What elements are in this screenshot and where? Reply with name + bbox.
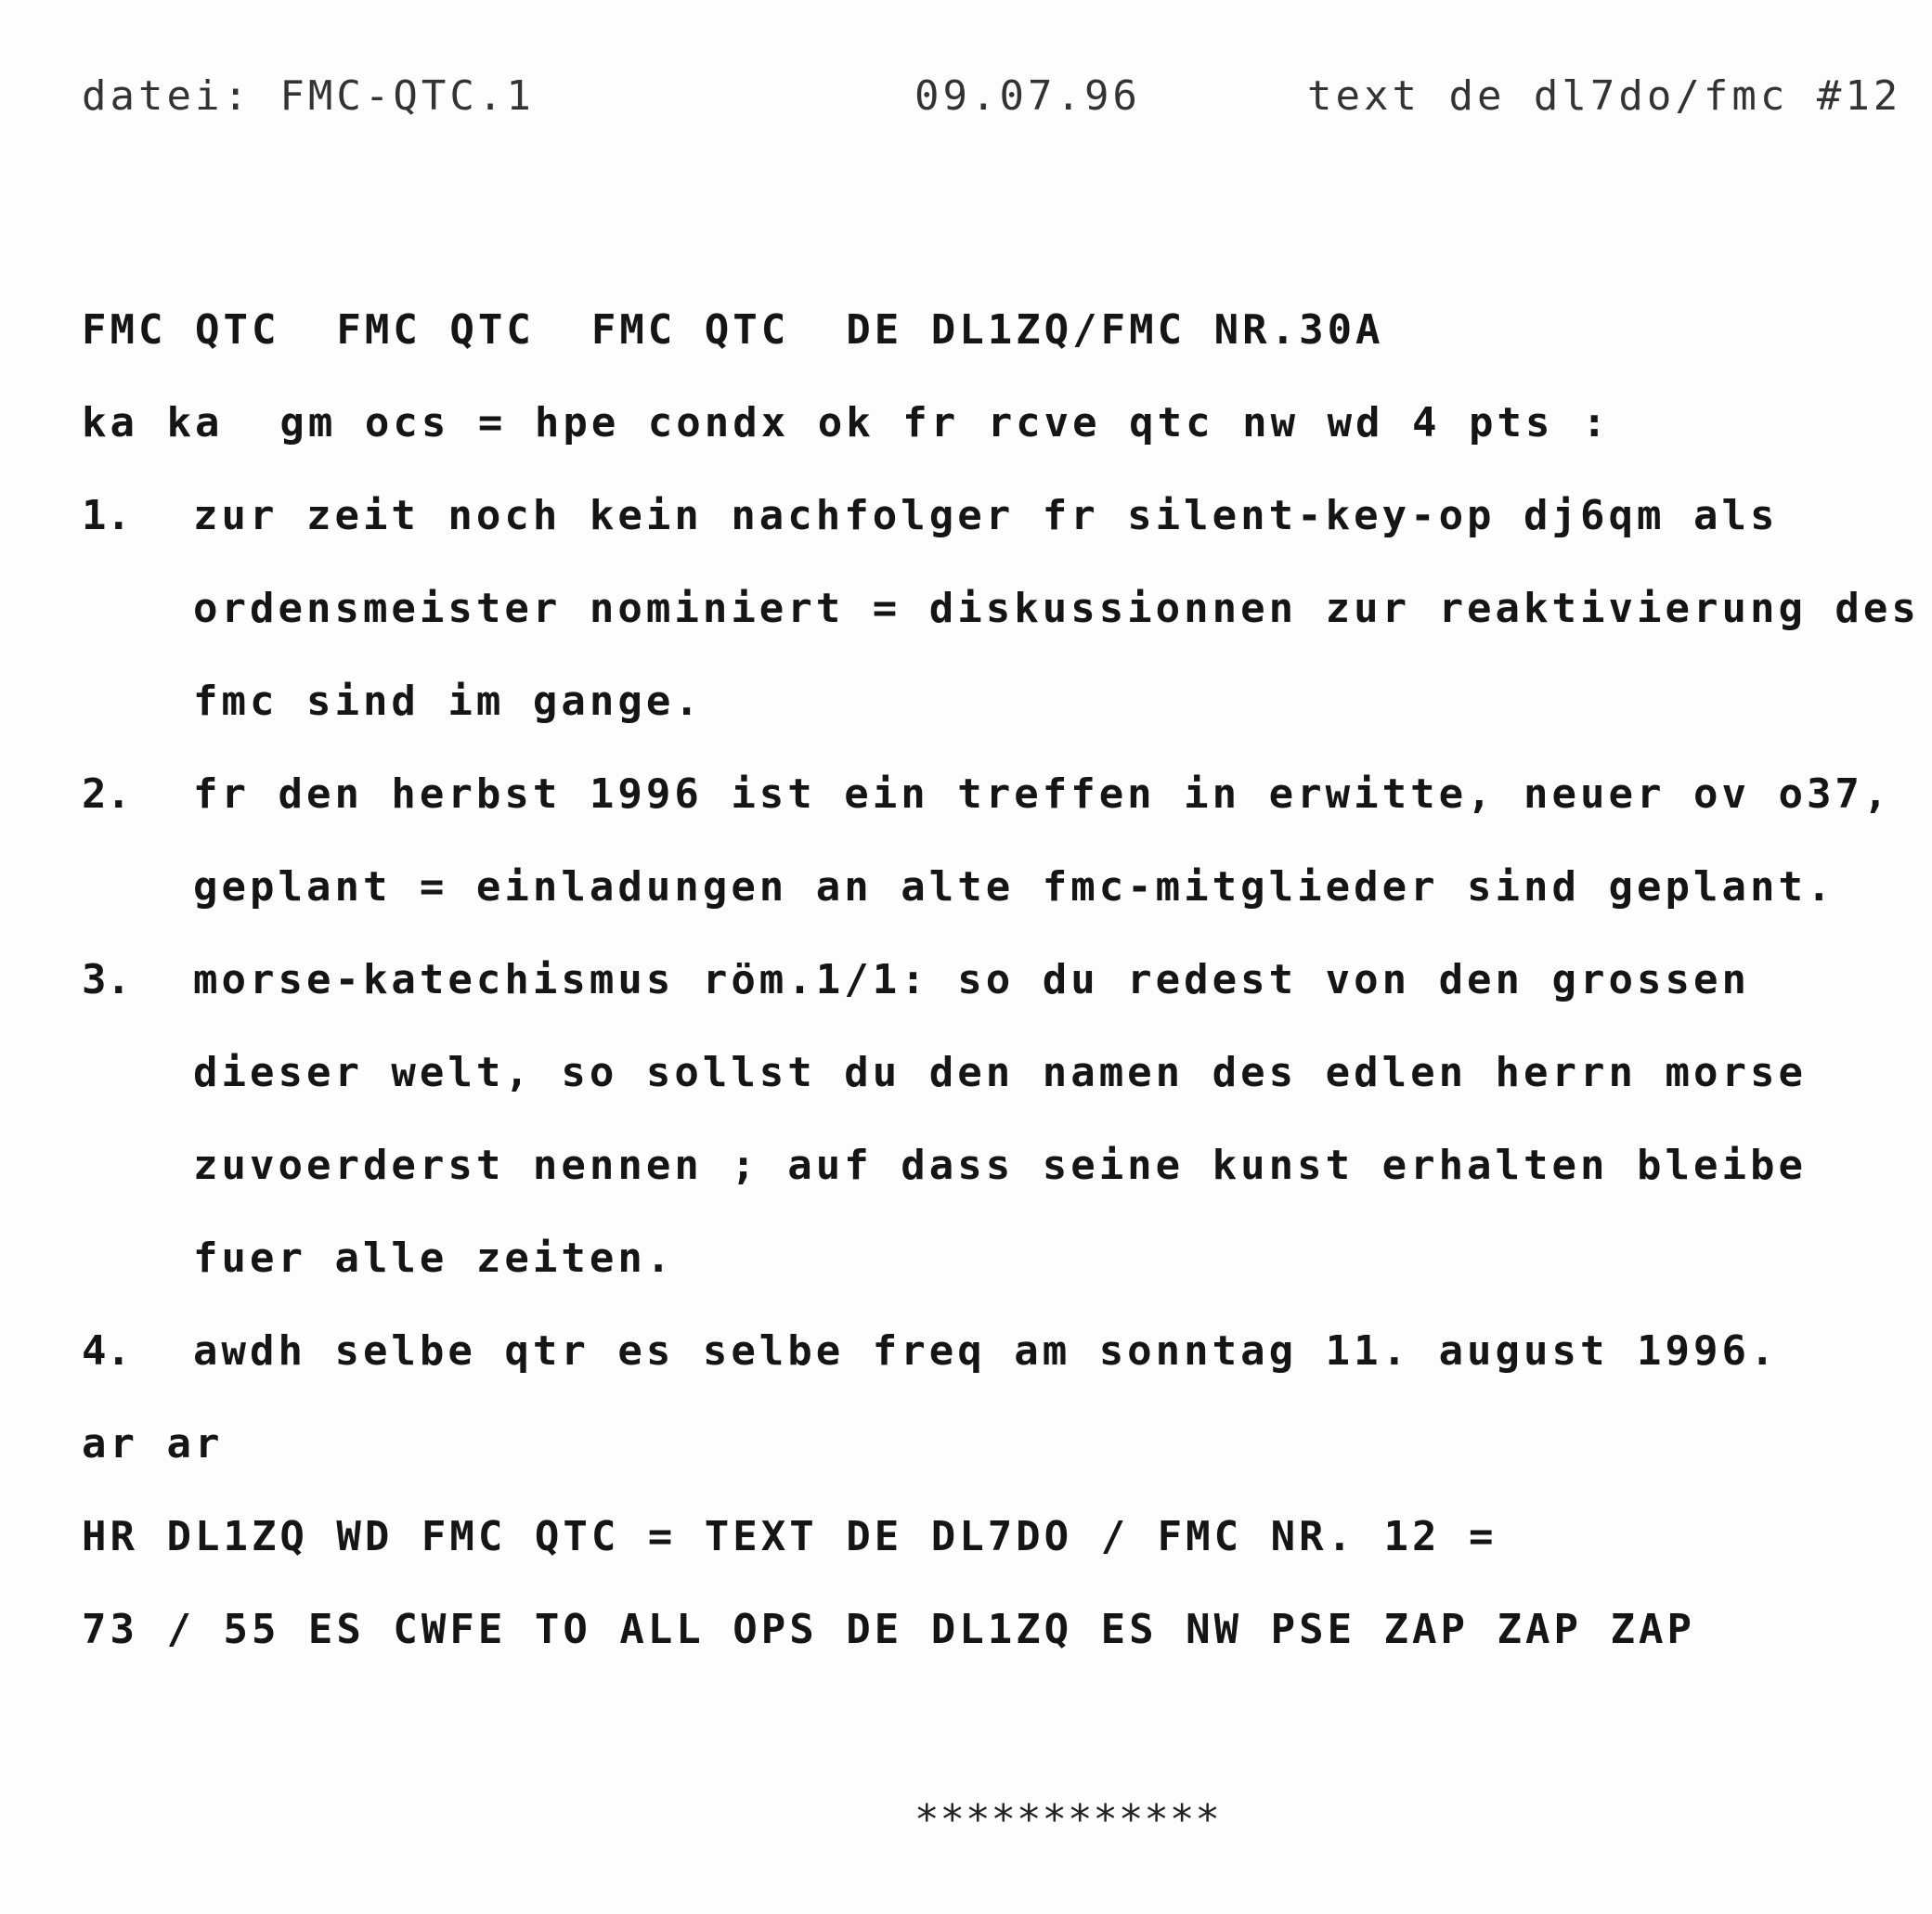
greeting-line: ka ka gm ocs = hpe condx ok fr rcve qtc nw wd 4 pts : [82, 399, 1611, 446]
item-3-line-3: zuvoerderst nennen ; auf dass seine kunst erhalten bleibe [193, 1142, 1807, 1189]
item-2-line-1: fr den herbst 1996 ist ein treffen in erwitte, neuer ov o37, [193, 770, 1892, 818]
item-3-line-2: dieser welt, so sollst du den namen des edlen herrn morse [193, 1049, 1807, 1096]
text-author: text de dl7do/fmc #12 [1307, 72, 1902, 120]
item-4-line-1: awdh selbe qtr es selbe freq am sonntag 11. august 1996. [193, 1327, 1779, 1375]
closing-line: ar ar [82, 1420, 224, 1468]
item-3-line-4: fuer alle zeiten. [193, 1235, 675, 1282]
document-date: 09.07.96 [914, 72, 1141, 120]
message-title: FMC QTC FMC QTC FMC QTC DE DL1ZQ/FMC NR.30A [82, 306, 1384, 354]
item-number-4: 4. [82, 1327, 131, 1375]
item-1-line-2: ordensmeister nominiert = diskussionnen zur reaktivierung des [193, 585, 1920, 632]
footer-line-1: HR DL1ZQ WD FMC QTC = TEXT DE DL7DO / FMC NR. 12 = [82, 1513, 1498, 1560]
item-3-line-1: morse-katechismus röm.1/1: so du redest von den grossen [193, 956, 1750, 1003]
item-number-2: 2. [82, 770, 131, 818]
item-1-line-1: zur zeit noch kein nachfolger fr silent-key-op dj6qm als [193, 492, 1779, 539]
file-name: datei: FMC-QTC.1 [82, 72, 535, 120]
separator-stars: ************ [914, 1796, 1221, 1843]
footer-line-2: 73 / 55 ES CWFE TO ALL OPS DE DL1ZQ ES NW PSE ZAP ZAP ZAP [82, 1606, 1695, 1653]
item-number-1: 1. [82, 492, 131, 539]
item-number-3: 3. [82, 956, 131, 1003]
item-1-line-3: fmc sind im gange. [193, 678, 703, 725]
item-2-line-2: geplant = einladungen an alte fmc-mitglieder sind geplant. [193, 863, 1835, 911]
